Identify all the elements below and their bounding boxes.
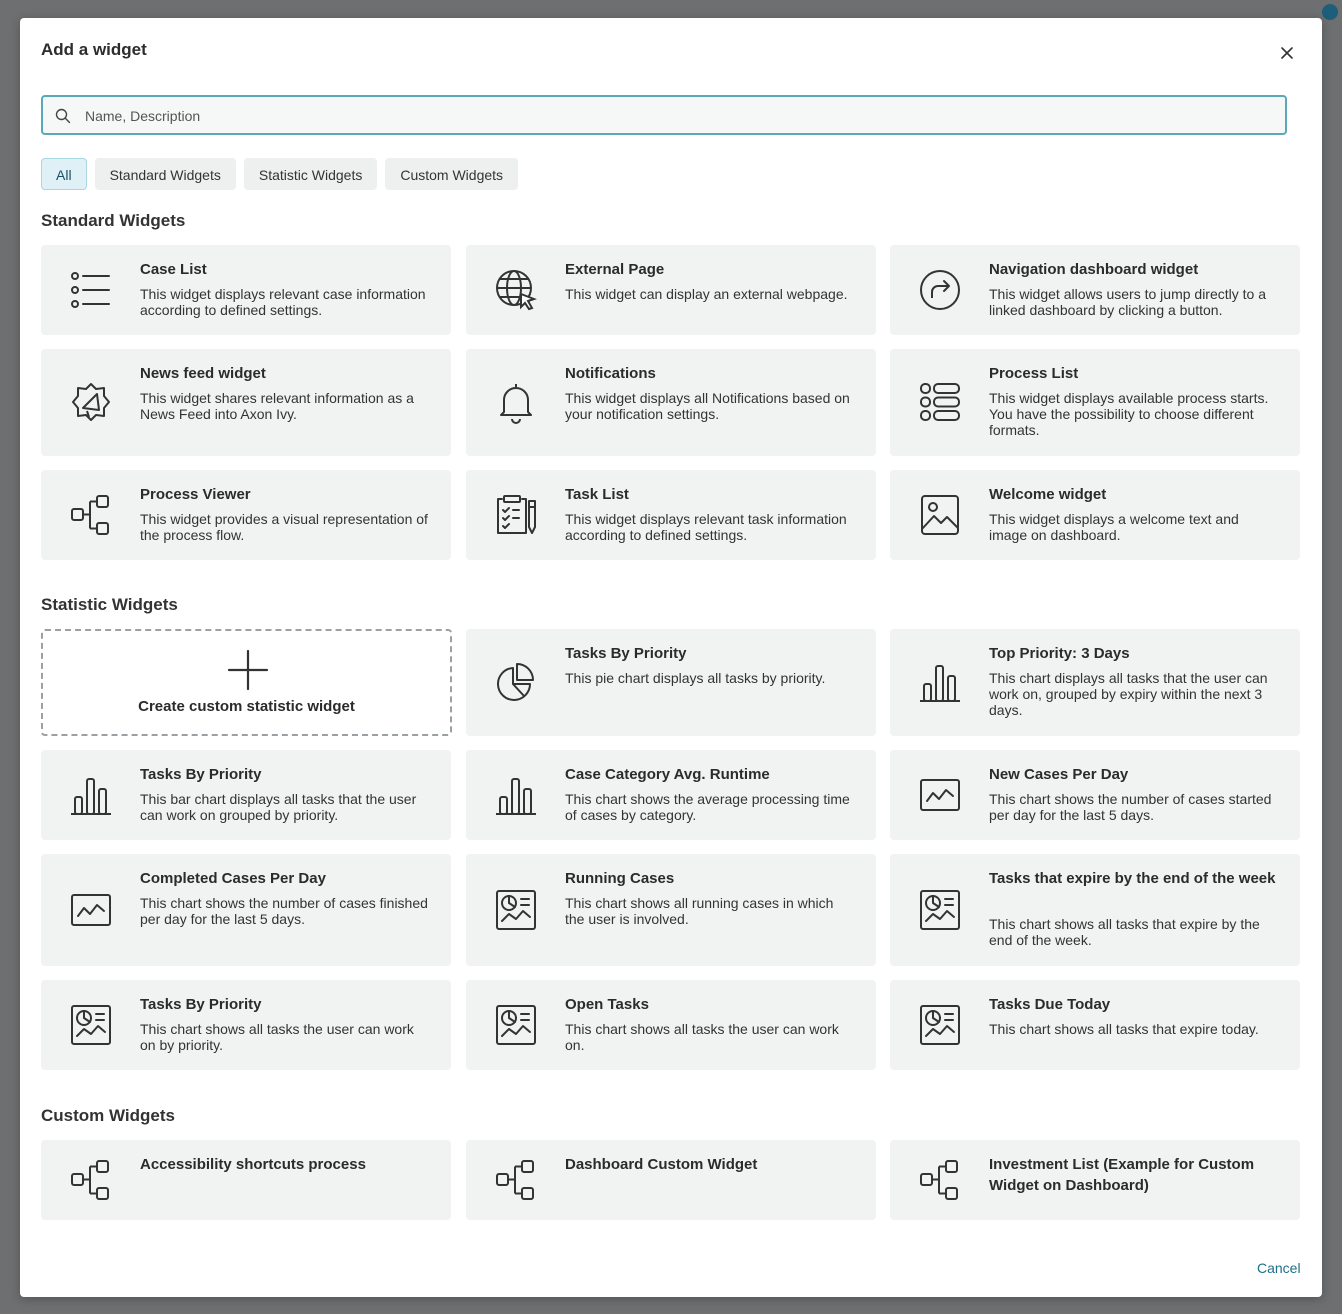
widget-title: Case Category Avg. Runtime — [565, 766, 770, 783]
widget-description: This chart shows the number of cases started per day for the last 5 days. — [989, 791, 1272, 823]
widget-title: Navigation dashboard widget — [989, 261, 1199, 278]
list-icon — [69, 268, 113, 312]
image-icon — [918, 493, 962, 537]
cancel-button[interactable]: Cancel — [1257, 1260, 1301, 1276]
widget-description: This widget can display an external webpage. — [565, 286, 848, 302]
widget-title: Notifications — [565, 365, 656, 382]
widget-card-process-list[interactable] — [890, 349, 1300, 456]
widget-title: Dashboard Custom Widget — [565, 1156, 758, 1173]
bar-chart-icon — [494, 773, 538, 817]
dashboard-report-icon — [918, 1003, 962, 1047]
dashboard-report-icon-svg — [494, 888, 538, 932]
widget-card-accessibility-shortcuts-process[interactable] — [41, 1140, 451, 1220]
widget-description: This widget displays relevant case information according to defined settings. — [140, 286, 426, 318]
widget-title: Completed Cases Per Day — [140, 870, 326, 887]
widget-title: Process Viewer — [140, 486, 251, 503]
widget-card-news-feed-widget[interactable] — [41, 349, 451, 456]
process-flow-icon-svg — [918, 1158, 962, 1202]
plus-icon — [227, 649, 269, 691]
widget-title: Task List — [565, 486, 629, 503]
widget-title: Top Priority: 3 Days — [989, 645, 1130, 662]
widget-description: This widget displays relevant task information according to defined settings. — [565, 511, 847, 543]
image-icon-svg — [918, 493, 962, 537]
widget-card-navigation-dashboard-widget[interactable] — [890, 245, 1300, 335]
widget-description: This chart shows the number of cases finished per day for the last 5 days. — [140, 895, 428, 927]
widget-card-top-priority-3-days[interactable] — [890, 629, 1300, 736]
dashboard-report-icon-svg — [918, 888, 962, 932]
widget-card-tasks-that-expire-by-the-end-of-the-week[interactable] — [890, 854, 1300, 966]
task-checklist-icon — [494, 493, 538, 537]
bar-chart-icon — [69, 773, 113, 817]
filter-bar — [41, 158, 518, 190]
widget-title: Process List — [989, 365, 1079, 382]
line-chart-icon — [69, 888, 113, 932]
process-flow-icon-svg — [69, 493, 113, 537]
add-widget-dialog — [20, 18, 1322, 1297]
widget-card-welcome-widget[interactable] — [890, 470, 1300, 560]
dialog-title: Add a widget — [41, 40, 147, 59]
widget-card-running-cases[interactable] — [466, 854, 876, 966]
search-box — [41, 95, 1287, 135]
process-flow-icon — [69, 1158, 113, 1202]
widget-card-case-list[interactable] — [41, 245, 451, 335]
widget-title: Tasks Due Today — [989, 996, 1111, 1013]
widget-card-dashboard-custom-widget[interactable] — [466, 1140, 876, 1220]
widget-title: Tasks By Priority — [140, 766, 262, 783]
globe-icon-svg — [494, 268, 538, 312]
process-flow-icon-svg — [494, 1158, 538, 1202]
widget-title: Open Tasks — [565, 996, 649, 1013]
widget-card-new-cases-per-day[interactable] — [890, 750, 1300, 840]
search-input[interactable] — [83, 97, 1277, 135]
widget-title: Tasks that expire by the end of the week — [989, 870, 1276, 887]
widget-title: Welcome widget — [989, 486, 1107, 503]
widget-title: Tasks By Priority — [565, 645, 687, 662]
widget-description: This chart shows the average processing time of cases by category. — [565, 791, 850, 823]
widget-title: News feed widget — [140, 365, 266, 382]
process-flow-icon — [918, 1158, 962, 1202]
close-icon[interactable] — [1276, 42, 1298, 64]
widget-description: This widget shares relevant information as a News Feed into Axon Ivy. — [140, 390, 414, 422]
widget-description: This chart shows all tasks the user can work on by priority. — [140, 1021, 414, 1053]
process-flow-icon — [494, 1158, 538, 1202]
filter-standard-widgets[interactable]: Standard Widgets — [95, 158, 236, 190]
process-flow-icon — [69, 493, 113, 537]
widget-description: This widget displays a welcome text and image on dashboard. — [989, 511, 1239, 543]
widget-title: External Page — [565, 261, 665, 278]
dashboard-report-icon — [494, 888, 538, 932]
globe-icon — [494, 268, 538, 312]
dashboard-report-icon — [69, 1003, 113, 1047]
pie-chart-icon — [494, 660, 538, 704]
widget-card-completed-cases-per-day[interactable] — [41, 854, 451, 966]
filter-all[interactable]: All — [41, 158, 87, 190]
notification-badge — [1322, 4, 1338, 20]
redirect-circle-icon — [918, 268, 962, 312]
widget-card-notifications[interactable] — [466, 349, 876, 456]
widget-card-task-list[interactable] — [466, 470, 876, 560]
widget-description: This chart displays all tasks that the user can work on, grouped by expiry within the next 3 days. — [989, 670, 1268, 718]
widget-description: This pie chart displays all tasks by priority. — [565, 670, 826, 686]
widget-card-open-tasks[interactable] — [466, 980, 876, 1070]
widget-description: This chart shows all tasks that expire by the end of the week. — [989, 916, 1260, 948]
section-title-custom: Custom Widgets — [41, 1106, 175, 1125]
redirect-circle-icon-svg — [918, 268, 962, 312]
search-icon — [55, 108, 71, 124]
widget-card-investment-list-example-for-custom-widget-on-dashboard[interactable] — [890, 1140, 1300, 1220]
widget-description: This widget displays all Notifications based on your notification settings. — [565, 390, 850, 422]
dashboard-report-icon-svg — [69, 1003, 113, 1047]
dashboard-report-icon-svg — [918, 1003, 962, 1047]
widget-title: Investment List (Example for Custom Widget on Dashboard) — [989, 1156, 1255, 1194]
widget-card-tasks-by-priority[interactable] — [41, 750, 451, 840]
widget-card-tasks-by-priority[interactable] — [41, 980, 451, 1070]
create-custom-statistic-widget-card[interactable] — [41, 629, 452, 736]
dashboard-report-icon — [494, 1003, 538, 1047]
create-custom-statistic-label: Create custom statistic widget — [138, 698, 355, 715]
widget-card-tasks-by-priority[interactable] — [466, 629, 876, 736]
megaphone-icon — [69, 380, 113, 424]
widget-description: This chart shows all running cases in which the user is involved. — [565, 895, 834, 927]
widget-title: Accessibility shortcuts process — [140, 1156, 366, 1173]
section-title-statistic: Statistic Widgets — [41, 595, 178, 614]
widget-card-external-page[interactable] — [466, 245, 876, 335]
filter-statistic-widgets[interactable]: Statistic Widgets — [244, 158, 377, 190]
widget-description: This chart shows all tasks the user can work on. — [565, 1021, 839, 1053]
widget-description: This widget displays available process starts. You have the possibility to choose different formats. — [989, 390, 1269, 438]
widget-description: This widget allows users to jump directly to a linked dashboard by clicking a button. — [989, 286, 1266, 318]
widget-title: Running Cases — [565, 870, 675, 887]
widget-description: This chart shows all tasks that expire today. — [989, 1021, 1259, 1037]
bar-chart-icon-svg — [918, 660, 962, 704]
widget-title: Tasks By Priority — [140, 996, 262, 1013]
widget-description: This bar chart displays all tasks that the user can work on grouped by priority. — [140, 791, 417, 823]
bell-icon — [494, 380, 538, 424]
bar-chart-icon — [918, 660, 962, 704]
line-chart-icon — [918, 773, 962, 817]
widget-title: Case List — [140, 261, 207, 278]
widget-description: This widget provides a visual representation of the process flow. — [140, 511, 428, 543]
pie-chart-icon-svg — [494, 660, 538, 704]
bar-chart-icon-svg — [494, 773, 538, 817]
megaphone-icon-svg — [69, 380, 113, 424]
line-chart-icon-svg — [918, 773, 962, 817]
widget-card-tasks-due-today[interactable] — [890, 980, 1300, 1070]
widget-title: New Cases Per Day — [989, 766, 1129, 783]
widget-card-case-category-avg-runtime[interactable] — [466, 750, 876, 840]
process-list-icon — [918, 380, 962, 424]
widget-card-process-viewer[interactable] — [41, 470, 451, 560]
task-checklist-icon-svg — [494, 493, 538, 537]
process-list-icon-svg — [918, 380, 962, 424]
process-flow-icon-svg — [69, 1158, 113, 1202]
list-icon-svg — [69, 268, 113, 312]
section-title-standard: Standard Widgets — [41, 211, 186, 230]
bell-icon-svg — [494, 380, 538, 424]
line-chart-icon-svg — [69, 888, 113, 932]
dashboard-report-icon-svg — [494, 1003, 538, 1047]
dashboard-report-icon — [918, 888, 962, 932]
bar-chart-icon-svg — [69, 773, 113, 817]
filter-custom-widgets[interactable]: Custom Widgets — [385, 158, 518, 190]
